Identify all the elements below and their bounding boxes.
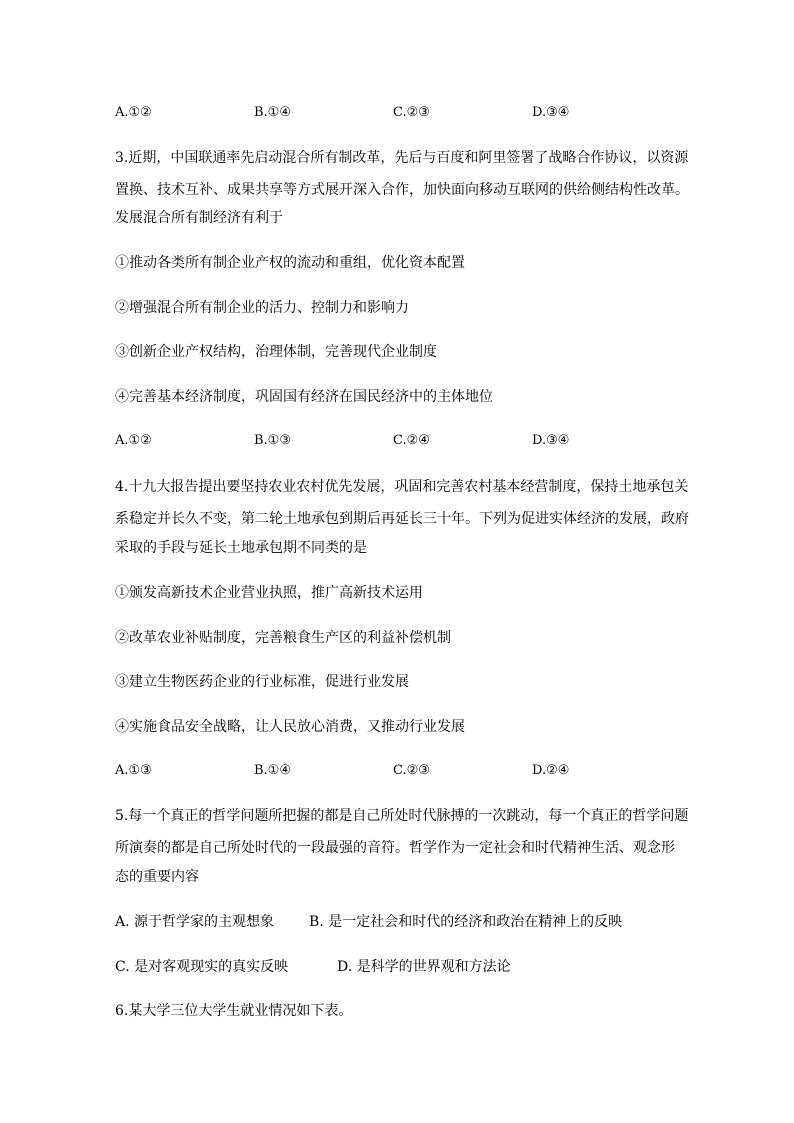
q2-option-b[interactable]: B.①④ [254,105,291,120]
q3-item-1: ①推动各类所有制企业产权的流动和重组，优化资本配置 [115,255,465,271]
q3-stem-line-3: 发展混合所有制经济有利于 [115,210,283,226]
q4-stem-line-1: 4.十九大报告提出要坚持农业农村优先发展，巩固和完善农村基本经营制度，保持土地承包关 [115,479,689,495]
q5-stem-line-2: 所演奏的都是自己所处时代的一段最强的音符。哲学作为一定社会和时代精神生活、观念形 [115,840,675,856]
q2-option-a[interactable]: A.①② [115,105,152,120]
q2-option-d[interactable]: D.③④ [532,105,570,120]
q4-option-b[interactable]: B.①④ [254,763,291,778]
q3-item-4: ④完善基本经济制度，巩固国有经济在国民经济中的主体地位 [115,389,493,405]
q3-option-b[interactable]: B.①③ [254,433,291,448]
q5-stem-line-1: 5.每一个真正的哲学问题所把握的都是自己所处时代脉搏的一次跳动，每一个真正的哲学问题 [115,808,689,824]
q5-stem-line-3: 态的重要内容 [115,869,199,885]
q6-stem: 6.某大学三位大学生就业情况如下表。 [115,1003,353,1019]
q5-option-b[interactable]: B. 是一定社会和时代的经济和政治在精神上的反映 [309,914,623,930]
q4-option-c[interactable]: C.②③ [393,763,430,778]
q4-item-4: ④实施食品安全战略，让人民放心消费，又推动行业发展 [115,719,465,735]
q4-item-3: ③建立生物医药企业的行业标准，促进行业发展 [115,674,409,690]
q3-item-2: ②增强混合所有制企业的活力、控制力和影响力 [115,300,409,316]
q3-stem-line-2: 置换、技术互补、成果共享等方式展开深入合作，加快面向移动互联网的供给侧结构性改革。 [115,182,689,198]
q3-option-a[interactable]: A.①② [115,433,152,448]
q4-option-d[interactable]: D.②④ [532,763,570,778]
q3-item-3: ③创新企业产权结构，治理体制，完善现代企业制度 [115,344,437,360]
q3-option-d[interactable]: D.③④ [532,433,570,448]
q2-option-c[interactable]: C.②③ [393,105,430,120]
q3-stem-line-1: 3.近期，中国联通率先启动混合所有制改革，先后与百度和阿里签署了战略合作协议，以资源 [115,150,689,166]
q4-option-a[interactable]: A.①③ [115,763,152,778]
q4-item-1: ①颁发高新技术企业营业执照，推广高新技术运用 [115,585,423,601]
q4-stem-line-3: 采取的手段与延长土地承包期不同类的是 [115,540,367,556]
q5-option-a[interactable]: A. 源于哲学家的主观想象 [115,914,275,930]
q3-option-c[interactable]: C.②④ [393,433,430,448]
q5-option-c[interactable]: C. 是对客观现实的真实反映 [115,959,289,975]
q5-option-d[interactable]: D. 是科学的世界观和方法论 [337,959,511,975]
q4-item-2: ②改革农业补贴制度，完善粮食生产区的利益补偿机制 [115,630,451,646]
q4-stem-line-2: 系稳定并长久不变，第二轮土地承包到期后再延长三十年。下列为促进实体经济的发展，政府 [115,511,689,527]
